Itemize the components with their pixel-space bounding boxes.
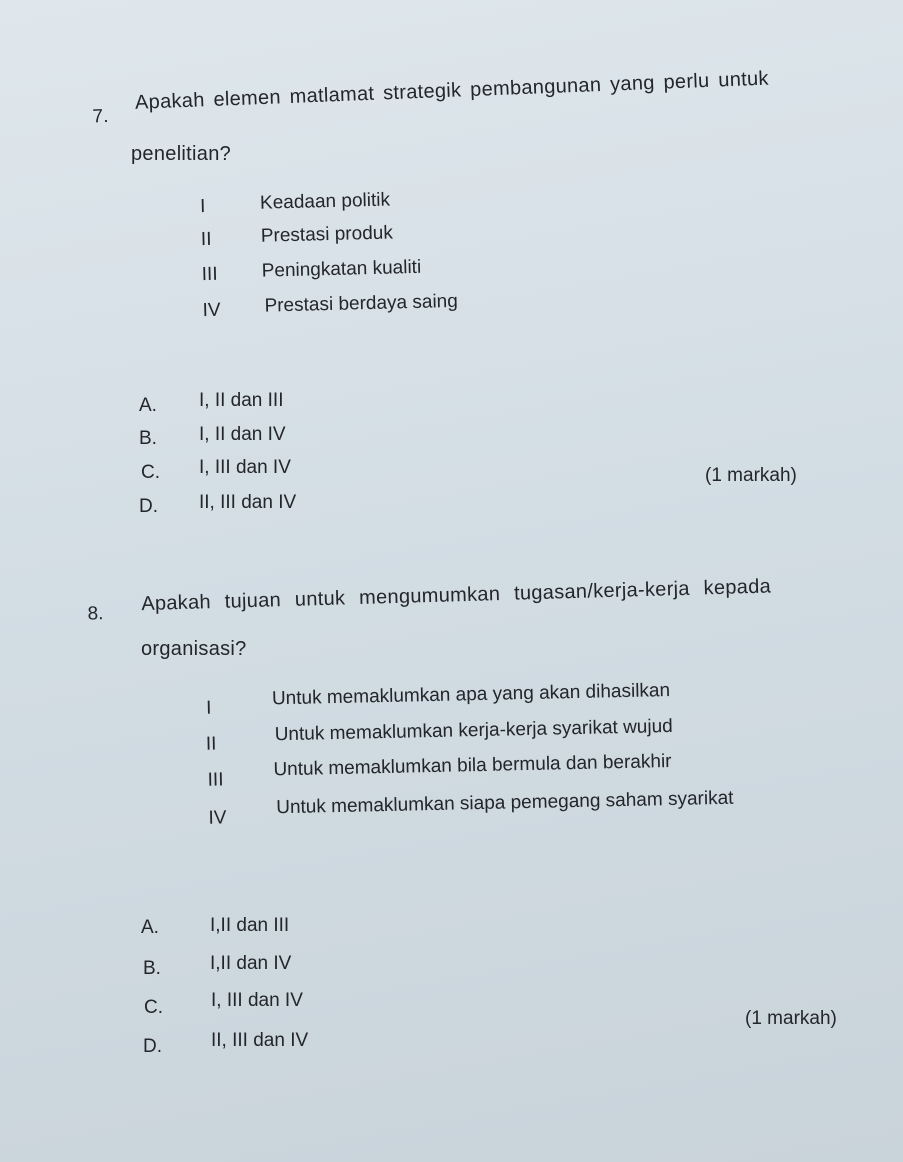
option-letter: D. (139, 496, 158, 517)
statement-text: Untuk memaklumkan siapa pemegang saham syarikat (276, 787, 734, 819)
option-text: I,II dan IV (210, 953, 292, 974)
option-text: I, II dan IV (199, 424, 286, 445)
statement-roman: III (201, 263, 218, 286)
statement-text: Prestasi berdaya saing (264, 290, 459, 317)
question-text-line2: organisasi? (141, 638, 247, 660)
option-letter: B. (143, 958, 161, 979)
option-letter: A. (139, 395, 157, 416)
option-letter: A. (141, 917, 159, 938)
option-text: I, III dan IV (199, 457, 291, 478)
option-text: I,II dan III (210, 915, 290, 936)
question-number: 7. (92, 105, 109, 128)
statement-text: Untuk memaklumkan apa yang akan dihasilkan (271, 679, 671, 710)
question-text-line1: Apakah elemen matlamat strategik pembangunan yang perlu untuk (134, 67, 770, 114)
option-letter: C. (144, 997, 163, 1018)
question-7 (0, 0, 903, 520)
statement-roman: II (205, 733, 217, 755)
statement-roman: I (205, 697, 212, 719)
option-text: II, III dan IV (199, 492, 297, 513)
option-text: I, III dan IV (211, 990, 303, 1011)
statement-text: Peningkatan kualiti (261, 256, 422, 282)
option-text: II, III dan IV (211, 1030, 309, 1051)
option-letter: D. (143, 1036, 162, 1057)
statement-text: Untuk memaklumkan kerja-kerja syarikat wujud (274, 715, 673, 746)
statement-text: Prestasi produk (260, 222, 394, 247)
statement-roman: III (207, 769, 224, 791)
question-number: 8. (87, 603, 104, 625)
question-8 (0, 560, 903, 1080)
option-letter: B. (139, 428, 157, 449)
statement-text: Untuk memaklumkan bila bermula dan berakhir (273, 750, 672, 781)
marks-label: (1 markah) (745, 1008, 837, 1029)
statement-roman: II (200, 228, 212, 251)
statement-roman: IV (208, 807, 227, 829)
statement-roman: IV (202, 299, 221, 322)
question-text-line2: penelitian? (131, 143, 232, 165)
statement-roman: I (199, 196, 206, 218)
question-8-stem (0, 535, 903, 625)
statement-text: Keadaan politik (259, 189, 391, 214)
question-text-line1: Apakah tujuan untuk mengumumkan tugasan/kerja-kerja kepada (140, 575, 772, 616)
option-letter: C. (141, 462, 160, 483)
option-text: I, II dan III (199, 390, 284, 411)
marks-label: (1 markah) (705, 465, 797, 486)
